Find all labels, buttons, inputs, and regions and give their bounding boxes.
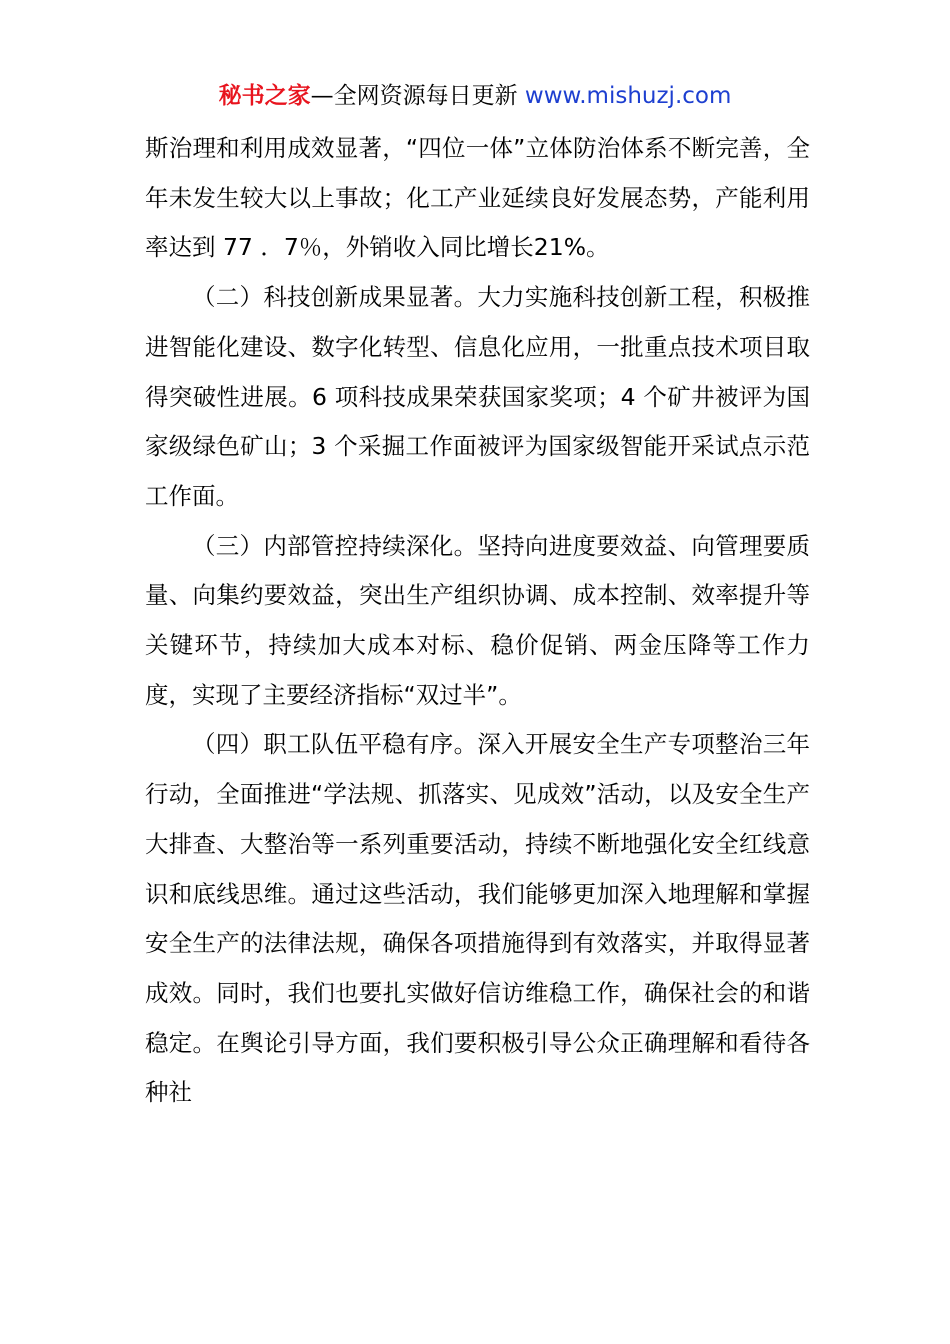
- paragraph-workforce: （四）职工队伍平稳有序。深入开展安全生产专项整治三年行动，全面推进“学法规、抓落实、见成效”活动，以及安全生产大排查、大整治等一系列重要活动，持续不断地强化安全红线意识和底线思维。通过这些活动，我们能够更加深入地理解和掌握安全生产的法律法规，确保各项措施得到有效落实，并取得显著成效。同时，我们也要扎实做好信访维稳工作，确保社会的和谐稳定。在舆论引导方面，我们要积极引导公众正确理解和看待各种社: [145, 730, 810, 1107]
- site-header: [0, 80, 950, 112]
- site-url-link[interactable]: www.mishuzj.com: [524, 83, 732, 109]
- paragraph-continuation: 斯治理和利用成效显著，“四位一体”立体防治体系不断完善，全年未发生较大以上事故；化工产业延续良好发展态势，产能利用率达到 77 ．7％，外销收入同比增长21%。: [145, 134, 810, 262]
- document-body: [145, 124, 810, 1118]
- site-tagline: —全网资源每日更新: [310, 83, 518, 109]
- paragraph-internal-control: （三）内部管控持续深化。坚持向进度要效益、向管理要质量、向集约要效益，突出生产组织协调、成本控制、效率提升等关键环节，持续加大成本对标、稳价促销、两金压降等工作力度，实现了主要经济指标“双过半”。: [145, 531, 810, 709]
- paragraph-tech-innovation: （二）科技创新成果显著。大力实施科技创新工程，积极推进智能化建设、数字化转型、信息化应用，一批重点技术项目取得突破性进展。6 项科技成果荣获国家奖项；4 个矿井被评为国家级绿色矿山；3 个采掘工作面被评为国家级智能开采试点示范工作面。: [145, 283, 810, 510]
- site-brand: 秘书之家: [218, 83, 311, 109]
